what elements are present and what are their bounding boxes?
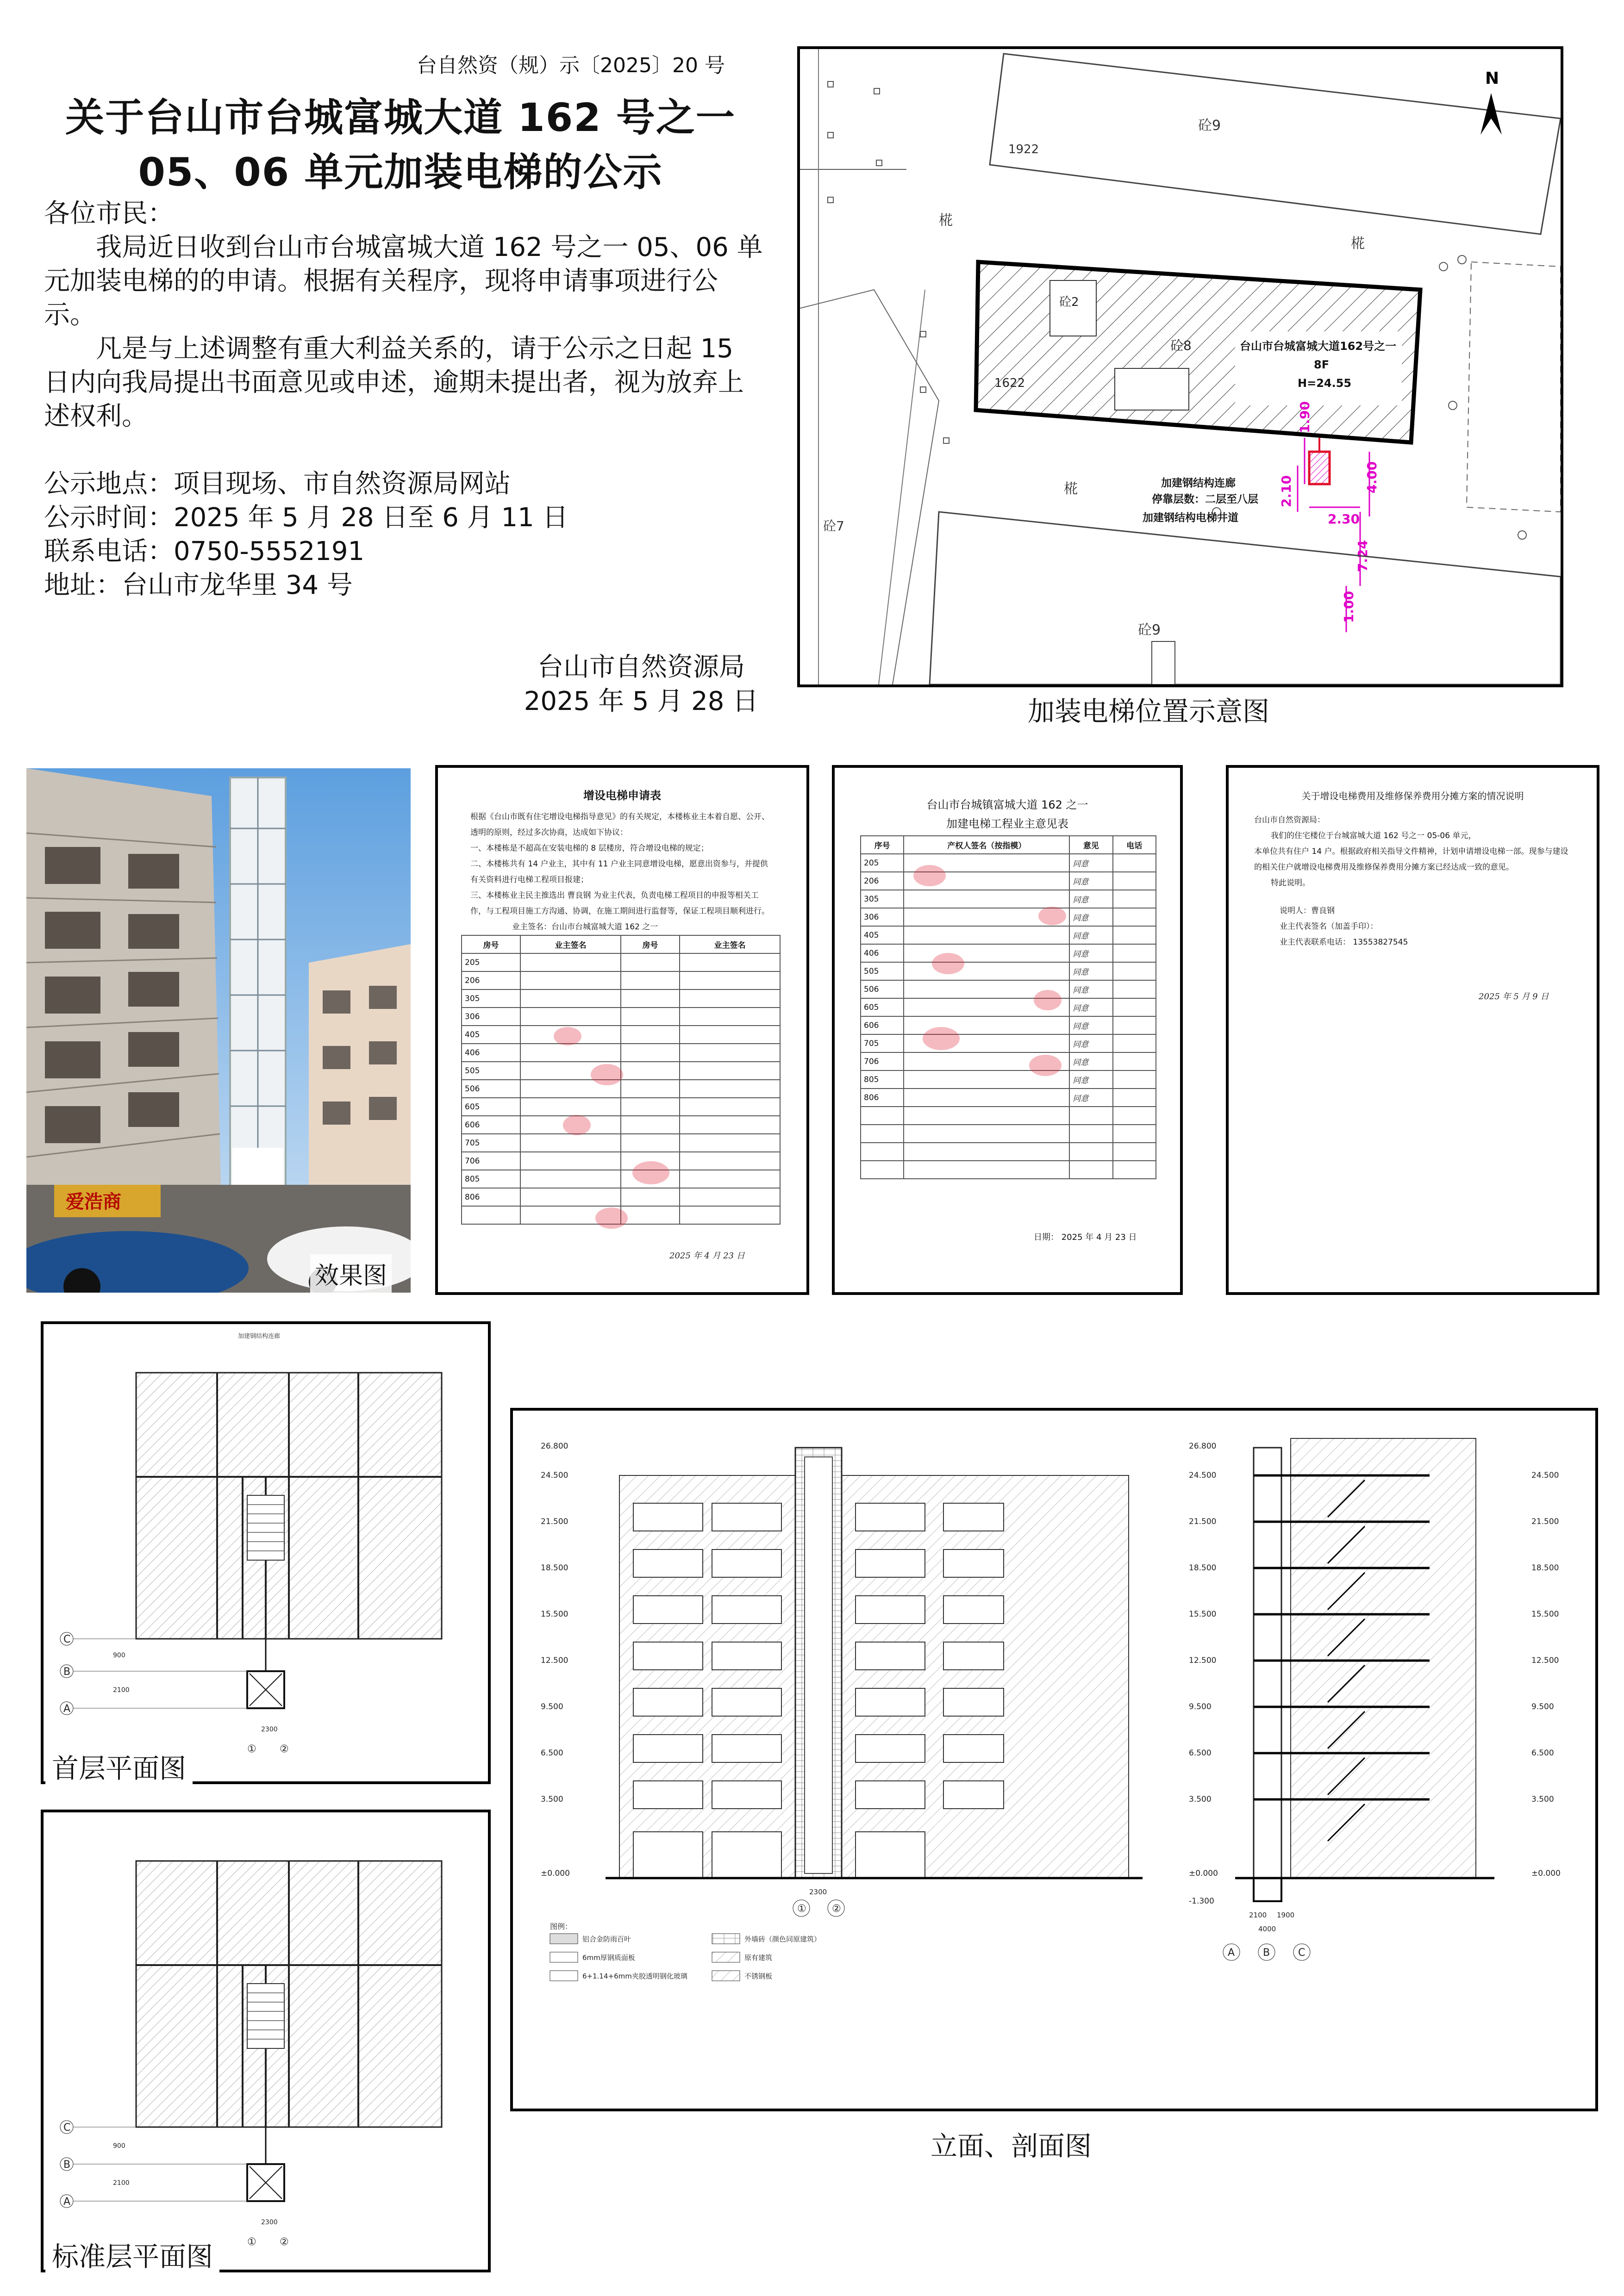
title-line-1: 关于台山市台城富城大道 162 号之一 [65, 95, 736, 140]
cost-sharing-statement [1226, 765, 1599, 1295]
doc3-explainer: 说明人：曹良钢 [1280, 906, 1335, 915]
standard-floor-plan-frame [41, 1810, 491, 2272]
svg-text:±0.000: ±0.000 [1189, 1869, 1218, 1878]
svg-text:18.500: 18.500 [1531, 1563, 1559, 1573]
bldg-bottom-label: 砼9 [1138, 622, 1161, 638]
svg-text:9.500: 9.500 [1189, 1702, 1212, 1711]
table-row: 705 [861, 1034, 904, 1052]
doc3-to: 台山市自然资源局： [1254, 815, 1325, 825]
doc3-title: 关于增设电梯费用及维修保养费用分摊方案的情况说明 [1301, 790, 1524, 802]
doc3-rep: 业主代表签名（加盖手印）： [1280, 922, 1378, 931]
table-row: 306 [861, 908, 904, 926]
table-row: 605 [462, 1098, 520, 1116]
svg-text:15.500: 15.500 [1531, 1610, 1559, 1619]
svg-text:6mm厚钢质面板: 6mm厚钢质面板 [582, 1954, 635, 1962]
owner-opinion-form [832, 765, 1183, 1295]
application-form [435, 765, 809, 1295]
svg-text:B: B [63, 1666, 71, 1678]
svg-text:9.500: 9.500 [541, 1702, 563, 1711]
table-row: 305 [462, 989, 520, 1008]
effect-photo [26, 768, 411, 1293]
svg-text:①: ① [247, 2236, 256, 2248]
front-elevation-building [619, 1475, 1129, 1878]
ground-floor-plan-frame [41, 1321, 491, 1784]
plan1-note: 加建钢结构连廊 [238, 1333, 281, 1340]
notice-period: 公示时间：2025 年 5 月 28 日至 6 月 11 日 [44, 503, 568, 533]
doc2-table: 序号 产权人签名（按指模） 意见 电话 205 同意 206 同意 305 同意 306 同意 405 同意 406 同意 505 同意 506 同意 605 同意 606 同意 705 同意 706 同意 805 同意 806 同意 [860, 835, 1156, 1179]
svg-text:外墙砖（颜色同原建筑）: 外墙砖（颜色同原建筑） [744, 1935, 821, 1943]
doc1-col-room2: 房号 [621, 935, 680, 953]
table-row: 306 [462, 1008, 520, 1026]
dim-1: 1.90 [1297, 401, 1312, 433]
svg-text:21.500: 21.500 [541, 1517, 568, 1526]
dim-5: 7.24 [1355, 540, 1370, 572]
svg-text:-1.300: -1.300 [1189, 1897, 1214, 1906]
notice-location: 公示地点：项目现场、市自然资源局网站 [44, 469, 511, 499]
issuer-name: 台山市自然资源局 [537, 652, 745, 682]
section-existing-building [1291, 1438, 1476, 1878]
svg-text:24.500: 24.500 [1189, 1471, 1217, 1480]
svg-text:不锈钢板: 不锈钢板 [744, 1972, 773, 1980]
notice-title [42, 90, 759, 199]
site-plan-frame [797, 46, 1563, 687]
svg-text:①: ① [247, 1743, 256, 1755]
svg-text:26.800: 26.800 [1189, 1442, 1217, 1451]
svg-text:2300: 2300 [809, 1888, 827, 1896]
table-row: 206 [861, 872, 904, 890]
doc3-line2: 本单位共有住户 14 户。根据政府相关指导文件精神，计划申请增设电梯一部。现参与建设的相关住户就增设电梯费用及维修保养费用分摊方案已经达成一致的意见。 [1254, 847, 1568, 872]
table-row: 705 [462, 1134, 520, 1152]
building-bottom-outline [930, 512, 1561, 684]
section-elevator-shaft [1254, 1448, 1281, 1887]
shop-sign: 爱浩商 [66, 1191, 121, 1213]
title-line-2: 05、06 单元加装电梯的公示 [138, 149, 663, 195]
svg-text:18.500: 18.500 [1189, 1563, 1217, 1573]
stop-floors-label: 停靠层数：二层至八层 [1152, 493, 1258, 505]
svg-text:9.500: 9.500 [1531, 1702, 1554, 1711]
document-number: 台自然资（规）示〔2025〕20 号 [417, 54, 725, 77]
table-row: 605 [861, 998, 904, 1016]
svg-text:2300: 2300 [261, 1726, 278, 1733]
svg-text:1900: 1900 [1277, 1911, 1295, 1919]
svg-text:C: C [63, 2122, 71, 2134]
table-row: 206 [462, 971, 520, 989]
floors-label: 8F [1314, 358, 1330, 371]
table-row: 506 [462, 1080, 520, 1098]
bldg-main-label: 砼8 [1170, 338, 1192, 353]
svg-text:3.500: 3.500 [541, 1795, 563, 1804]
svg-text:C: C [1298, 1947, 1305, 1959]
svg-text:3.500: 3.500 [1189, 1795, 1212, 1804]
svg-text:2100: 2100 [1249, 1911, 1267, 1919]
standard-plan-caption: 标准层平面图 [45, 2231, 219, 2277]
svg-text:②: ② [832, 1903, 841, 1915]
legend-title: 图例： [550, 1922, 573, 1931]
table-row: 305 [861, 890, 904, 908]
elev-1922-label: 1922 [1008, 143, 1039, 156]
svg-text:2100: 2100 [113, 2179, 130, 2187]
table-row: 606 [462, 1116, 520, 1134]
svg-text:21.500: 21.500 [1189, 1517, 1217, 1526]
elevation-frame [510, 1408, 1598, 2111]
doc2-col-phone: 电话 [1113, 836, 1156, 854]
height-label: H=24.55 [1298, 377, 1352, 390]
svg-text:铝合金防雨百叶: 铝合金防雨百叶 [582, 1935, 631, 1943]
notice-address: 地址：台山市龙华里 34 号 [44, 570, 353, 600]
table-row: 405 [462, 1026, 520, 1044]
svg-text:C: C [63, 1634, 71, 1645]
doc2-title-1: 台山市台城镇富城大道 162 之一 [926, 798, 1088, 811]
table-row: 806 [462, 1188, 520, 1206]
svg-text:B: B [63, 2159, 71, 2171]
svg-text:6.500: 6.500 [1189, 1748, 1212, 1758]
elevation-caption: 立面、剖面图 [931, 2130, 1092, 2162]
svg-text:A: A [1228, 1947, 1235, 1959]
dim-2: 2.10 [1279, 475, 1294, 507]
doc3-phone: 业主代表联系电话： 13553827545 [1280, 938, 1408, 947]
elevation-drawing [513, 1411, 1595, 2109]
bldg-top-label: 砼9 [1198, 118, 1221, 134]
doc1-col-room: 房号 [462, 935, 520, 953]
svg-text:原有建筑: 原有建筑 [744, 1954, 773, 1962]
svg-text:6.500: 6.500 [1531, 1748, 1554, 1758]
svg-text:①: ① [797, 1903, 806, 1915]
paragraph-2: 凡是与上述调整有重大利益关系的，请于公示之日起 15 日内向我局提出书面意见或申述，逾期未提出者，视为放弃上述权利。 [44, 334, 744, 431]
svg-text:2300: 2300 [261, 2219, 278, 2226]
table-row: 805 [462, 1170, 520, 1188]
svg-text:A: A [63, 2196, 71, 2208]
notice-phone: 联系电话：0750-5552191 [44, 536, 365, 566]
svg-text:12.500: 12.500 [541, 1656, 568, 1665]
site-plan-caption: 加装电梯位置示意图 [1028, 696, 1270, 727]
ground-plan-caption: 首层平面图 [45, 1743, 193, 1789]
corridor-label: 加建钢结构连廊 [1161, 477, 1236, 489]
svg-text:12.500: 12.500 [1189, 1656, 1217, 1665]
svg-text:②: ② [280, 2236, 289, 2248]
svg-text:900: 900 [113, 1652, 125, 1659]
svg-text:24.500: 24.500 [541, 1471, 568, 1480]
standard-floor-plan-drawing [44, 1812, 488, 2270]
doc2-col-opinion: 意见 [1069, 836, 1112, 854]
svg-text:A: A [63, 1703, 71, 1715]
north-arrow-icon [1480, 69, 1502, 135]
table-row: 506 [861, 980, 904, 998]
svg-text:15.500: 15.500 [1189, 1610, 1217, 1619]
doc3-date: 2025 年 5 月 9 日 [1479, 992, 1549, 1002]
table-row: 805 [861, 1070, 904, 1089]
svg-text:12.500: 12.500 [1531, 1656, 1559, 1665]
svg-text:6+1.14+6mm夹胶透明钢化玻璃: 6+1.14+6mm夹胶透明钢化玻璃 [582, 1972, 687, 1980]
svg-text:②: ② [280, 1743, 289, 1755]
table-row: 606 [861, 1016, 904, 1034]
svg-text:6.500: 6.500 [541, 1748, 563, 1758]
issuer-block [518, 650, 764, 719]
dim-6: 1.00 [1341, 591, 1356, 623]
svg-text:18.500: 18.500 [541, 1563, 568, 1573]
site-plan-drawing [800, 49, 1561, 684]
svg-text:N: N [1485, 69, 1499, 88]
svg-text:900: 900 [113, 2142, 125, 2150]
legend [550, 1934, 821, 1981]
svg-text:3.500: 3.500 [1531, 1795, 1554, 1804]
bldg-left-label: 砼7 [823, 518, 844, 534]
tree-mark-3: 椛 [1064, 481, 1078, 497]
table-row: 806 [861, 1089, 904, 1107]
elev-1622-label: 1622 [994, 376, 1025, 390]
tree-mark-2: 椛 [1351, 236, 1365, 252]
doc2-col-sig: 产权人签名（按指模） [904, 836, 1069, 854]
building-name-label: 台山市台城富城大道162号之一 [1240, 340, 1397, 353]
table-row: 706 [861, 1052, 904, 1070]
table-row: 505 [462, 1062, 520, 1080]
front-levels [541, 1442, 570, 1878]
doc1-intro: 根据《台山市既有住宅增设电梯指导意见》的有关规定，本楼栋业主本着自愿、公开、透明的原则，经过多次协商，达成如下协议： [470, 812, 769, 837]
photo-caption: 效果图 [310, 1254, 392, 1293]
doc1-col-sig: 业主签名 [520, 935, 621, 953]
doc1-owner-sig: 业主签名：台山市台城富城大道 162 之一 [512, 922, 658, 932]
svg-text:26.800: 26.800 [541, 1442, 568, 1451]
notice-body [44, 197, 766, 602]
paragraph-1: 我局近日收到台山市台城富城大道 162 号之一 05、06 单元加装电梯的的申请。根据有关程序，现将申请事项进行公示。 [44, 232, 763, 330]
svg-text:15.500: 15.500 [541, 1610, 568, 1619]
svg-text:21.500: 21.500 [1531, 1517, 1559, 1526]
doc2-date: 日期： 2025 年 4 月 23 日 [1034, 1232, 1137, 1242]
ground-floor-plan-drawing [44, 1324, 488, 1781]
svg-text:4000: 4000 [1258, 1925, 1276, 1933]
doc3-special: 特此说明。 [1271, 878, 1310, 888]
table-row: 406 [462, 1044, 520, 1062]
doc1-date: 2025 年 4 月 23 日 [669, 1251, 745, 1261]
doc1-clause1: 一、本楼栋是不超高在安装电梯的 8 层楼房，符合增设电梯的规定； [470, 844, 709, 853]
dim-4: 4.00 [1364, 461, 1380, 493]
issue-date: 2025 年 5 月 28 日 [524, 686, 759, 716]
dim-3: 2.30 [1328, 511, 1360, 527]
doc1-clause3: 三、本楼栋业主民主推选出 曹良钢 为业主代表，负责电梯工程项目的申报等相关工作，与工程项目施工方沟通、协调，在施工期间进行监督等，保证工程项目顺利进行。 [470, 891, 769, 916]
doc1-clause2: 二、本楼栋共有 14 户业主，其中有 11 户业主同意增设电梯，愿意出资参与，并提供有关资料进行电梯工程项目报建； [470, 859, 768, 884]
svg-text:±0.000: ±0.000 [1531, 1869, 1561, 1878]
table-row: 706 [462, 1152, 520, 1170]
table-row: 205 [861, 854, 904, 872]
bldg-small-label: 砼2 [1059, 295, 1079, 309]
svg-text:2100: 2100 [113, 1686, 130, 1694]
tree-mark-1: 椛 [939, 212, 953, 229]
table-row: 405 [861, 926, 904, 944]
table-row: 406 [861, 944, 904, 962]
doc1-col-sig2: 业主签名 [680, 935, 780, 953]
doc3-line1: 我们的住宅楼位于台城富城大道 162 号之一 05-06 单元， [1271, 831, 1476, 840]
svg-text:24.500: 24.500 [1531, 1471, 1559, 1480]
shaft-label: 加建钢结构电梯井道 [1143, 512, 1238, 524]
svg-text:±0.000: ±0.000 [541, 1869, 570, 1878]
table-row: 205 [462, 953, 520, 971]
doc1-title: 增设电梯申请表 [583, 789, 661, 802]
building-top-outline [990, 54, 1561, 234]
greeting: 各位市民： [44, 199, 174, 229]
elevator-shaft-marker [1309, 452, 1330, 484]
doc2-title-2: 加建电梯工程业主意见表 [946, 817, 1068, 830]
svg-text:B: B [1263, 1947, 1270, 1959]
table-row: 505 [861, 962, 904, 980]
doc2-col-no: 序号 [861, 836, 904, 854]
